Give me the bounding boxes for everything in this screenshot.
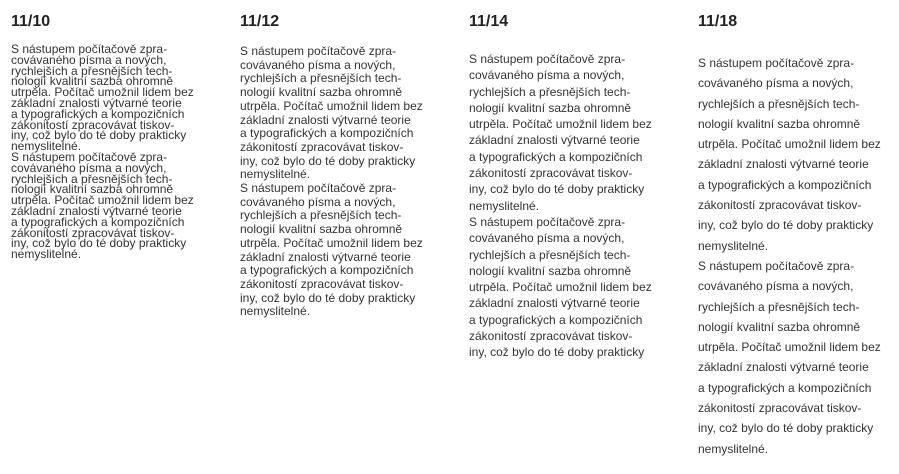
column-heading: 11/14 (469, 13, 509, 30)
column-heading: 11/18 (698, 13, 738, 30)
column-heading: 11/10 (11, 13, 51, 30)
column-body-text: S nástupem počítačově zpra- covávaného písma a nových, rychlejších a přesnějších tech- nologií kvalitní sazba ohromně utrpěla. Počítač umožnil lidem bez základní znalosti výtvarné teorie a typografických a kompozičních zákonitostí zpracovávat tiskov- iny, což bylo do té doby prakticky nemyslitelné. S nástupem počítačově zpra- covávaného písma a nových, rychlejších a přesnějších tech- nologií kvalitní sazba ohromně utrpěla. Počítač umožnil lidem bez základní znalosti výtvarné teorie a typografických a kompozičních zákonitostí zpracovávat tiskov- iny, což bylo do té doby prakticky nemyslitelné. (240, 44, 423, 319)
column-body-text: S nástupem počítačově zpra- covávaného písma a nových, rychlejších a přesnějších tech- nologií kvalitní sazba ohromně utrpěla. Počítač umožnil lidem bez základní znalosti výtvarné teorie a typografických a kompozičních zákonitostí zpracovávat tiskov- iny, což bylo do té doby prakticky nemyslitelné. S nástupem počítačově zpra- covávaného písma a nových, rychlejších a přesnějších tech- nologií kvalitní sazba ohromně utrpěla. Počítač umožnil lidem bez základní znalosti výtvarné teorie a typografických a kompozičních zákonitostí zpracovávat tiskov- iny, což bylo do té doby prakticky nemyslitelné. (11, 42, 194, 262)
column-body-text: S nástupem počítačově zpra- covávaného písma a nových, rychlejších a přesnějších tech- nologií kvalitní sazba ohromně utrpěla. Počítač umožnil lidem bez základní znalosti výtvarné teorie a typografických a kompozičních zákonitostí zpracovávat tiskov- iny, což bylo do té doby prakticky nemyslitelné. S nástupem počítačově zpra- covávaného písma a nových, rychlejších a přesnějších tech- nologií kvalitní sazba ohromně utrpěla. Počítač umožnil lidem bez základní znalosti výtvarné teorie a typografických a kompozičních zákonitostí zpracovávat tiskov- iny, což bylo do té doby prakticky nemyslitelné. (698, 56, 881, 456)
column-heading: 11/12 (240, 13, 280, 30)
column-body-text: S nástupem počítačově zpra- covávaného písma a nových, rychlejších a přesnějších tech- nologií kvalitní sazba ohromně utrpěla. Počítač umožnil lidem bez základní znalosti výtvarné teorie a typografických a kompozičních zákonitostí zpracovávat tiskov- iny, což bylo do té doby prakticky nemyslitelné. S nástupem počítačově zpra- covávaného písma a nových, rychlejších a přesnějších tech- nologií kvalitní sazba ohromně utrpěla. Počítač umožnil lidem bez základní znalosti výtvarné teorie a typografických a kompozičních zákonitostí zpracovávat tiskov- iny, což bylo do té doby prakticky (469, 52, 652, 360)
